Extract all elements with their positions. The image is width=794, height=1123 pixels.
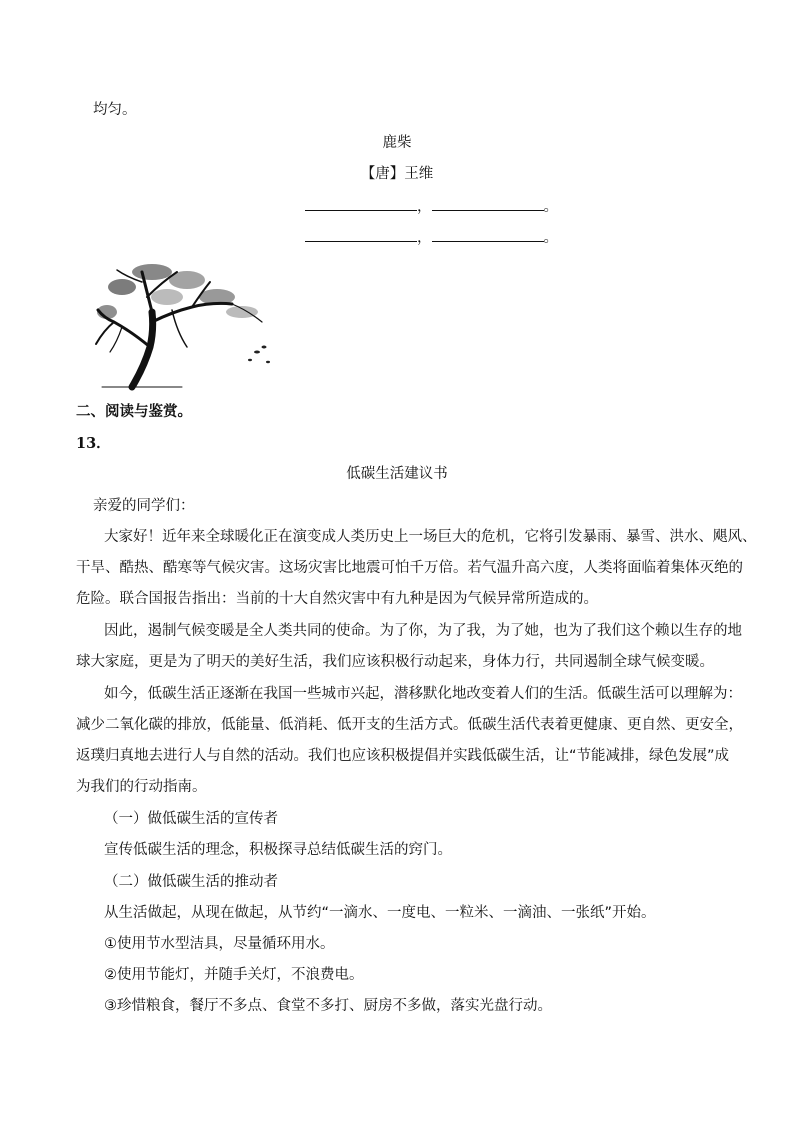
paragraph-line: 危险。联合国报告指出：当前的十大自然灾害中有九种是因为气候异常所造成的。	[76, 591, 598, 607]
poem-title: 鹿柴	[382, 135, 412, 151]
paragraph-line: 大家好！近年来全球暖化正在演变成人类历史上一场巨大的危机，它将引发暴雨、暴雪、洪水、飓风、	[104, 529, 757, 545]
subsection-heading: （一）做低碳生活的宣传者	[104, 811, 278, 827]
list-item: ②使用节能灯，并随手关灯，不浪费电。	[104, 967, 364, 983]
article-greeting: 亲爱的同学们：	[93, 498, 195, 514]
answer-blank[interactable]	[305, 227, 417, 242]
poem-author: 【唐】王维	[360, 166, 434, 182]
paragraph-line: 如今，低碳生活正逐渐在我国一些城市兴起，潜移默化地改变着人们的生活。低碳生活可以理解为：	[104, 686, 742, 702]
top-fragment: 均匀。	[93, 102, 137, 118]
section-heading: 二、阅读与鉴赏。	[76, 404, 192, 420]
paragraph-line: 为我们的行动指南。	[76, 779, 207, 795]
answer-blank[interactable]	[432, 227, 544, 242]
paragraph-line: 因此，遏制气候变暖是全人类共同的使命。为了你，为了我，为了她，也为了我们这个赖以生存的地	[104, 623, 742, 639]
list-item: ①使用节水型洁具，尽量循环用水。	[104, 936, 335, 952]
subsection-text: 宣传低碳生活的理念，积极探寻总结低碳生活的窍门。	[104, 842, 452, 858]
answer-blank[interactable]	[432, 196, 544, 211]
answer-blank[interactable]	[305, 196, 417, 211]
subsection-heading: （二）做低碳生活的推动者	[104, 874, 278, 890]
subsection-text: 从生活做起，从现在做起，从节约“一滴水、一度电、一粒米、一滴油、一张纸”开始。	[104, 905, 656, 921]
paragraph-line: 干旱、酷热、酷寒等气候灾害。这场灾害比地震可怕千万倍。若气温升高六度，人类将面临着集体灭绝的	[76, 560, 743, 576]
poem-line-1: ， 。	[305, 196, 558, 217]
question-number: 13．	[76, 435, 111, 452]
paragraph-line: 球大家庭，更是为了明天的美好生活，我们应该积极行动起来，身体力行，共同遏制全球气候变暖。	[76, 654, 714, 670]
paragraph-line: 返璞归真地去进行人与自然的活动。我们也应该积极提倡并实践低碳生活，让“节能减排，绿色发展”成	[76, 748, 730, 764]
poem-line-2: ， 。	[305, 227, 558, 248]
tree-illustration	[92, 252, 276, 392]
article-title: 低碳生活建议书	[346, 466, 448, 482]
list-item: ③珍惜粮食，餐厅不多点、食堂不多打、厨房不多做，落实光盘行动。	[104, 998, 552, 1014]
paragraph-line: 减少二氧化碳的排放，低能量、低消耗、低开支的生活方式。低碳生活代表着更健康、更自然、更安全，	[76, 717, 743, 733]
